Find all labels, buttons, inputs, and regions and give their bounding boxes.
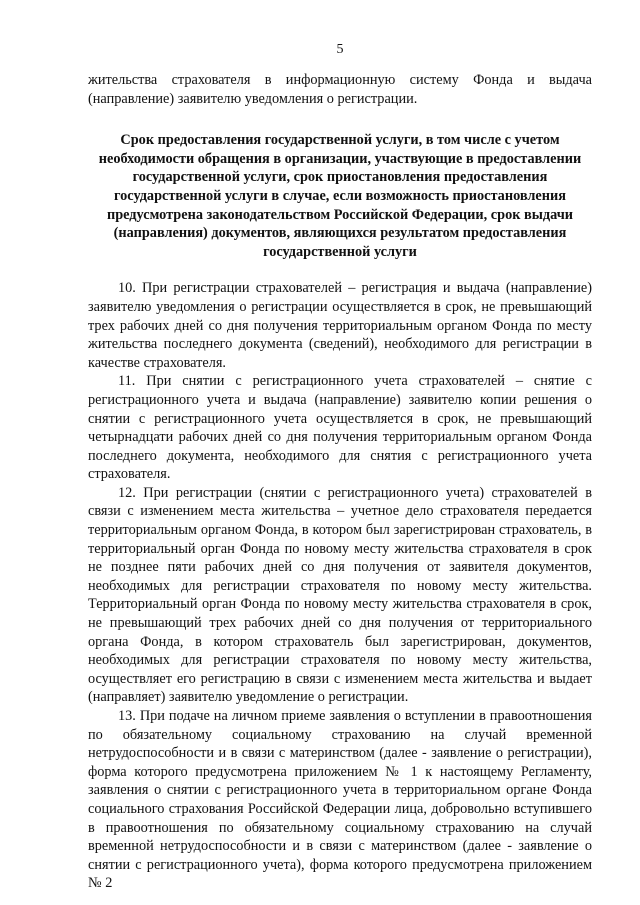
paragraph-10: 10. При регистрации страхователей – регистрация и выдача (направление) заявителю уведомления о регистрации осуществляется в срок, не превышающий трех рабочих дней со дня получения территориальным органом Фонда по месту жительства последнего документа (сведений), необходимого для регистрации в качестве страхователя.: [88, 280, 592, 371]
paragraph-11: 11. При снятии с регистрационного учета страхователей – снятие с регистрационного учета и выдача (направление) заявителю копии решения о снятии с регистрационного учета осуществляется в срок, не превышающий четырнадцати рабочих дней со дня получения территориальным органом Фонда последнего документа, необходимого для снятия с регистрационного учета страхователя.: [88, 373, 592, 483]
paragraph-12: 12. При регистрации (снятии с регистрационного учета) страхователей в связи с изменением места жительства – учетное дело страхователя передается территориальным органом Фонда, в котором был зарегистрирован страхователь, в территориальный орган Фонда по новому месту жительства страхователя в срок не позднее пяти рабочих дней со дня получения от заявителя документов, необходимых для регистрации страхователя по новому месту жительства. Территориальный орган Фонда по новому месту жительства страхователя в срок, не превышающий трех рабочих дней со дня получения от территориального органа Фонда, в котором страхователь был зарегистрирован, документов, необходимых для регистрации страхователя по новому месту жительства, осуществляет его регистрацию в связи с изменением места жительства и выдает (направляет) заявителю уведомление о регистрации.: [88, 484, 592, 706]
page-number: 5: [336, 42, 344, 57]
paragraph-13: 13. При подаче на личном приеме заявления о вступлении в правоотношения по обязательному социальному страхованию на случай временной нетрудоспособности и в связи с материнством (далее - заявление о регистрации), форма которого предусмотрена приложением № 1 к настоящему Регламенту, заявления о снятии с регистрационного учета в территориальном органе Фонда социального страхования Российской Федерации лица, добровольно вступившего в правоотношения по обязательному социальному страхованию на случай временной нетрудоспособности и в связи с материнством (далее - заявление о снятии с регистрационного учета), форма которого предусмотрена приложением № 2: [88, 708, 592, 892]
intro-paragraph: жительства страхователя в информационную систему Фонда и выдача (направление) заявителю уведомления о регистрации.: [88, 72, 592, 107]
section-heading: Срок предоставления государственной услуги, в том числе с учетом необходимости обращения в организации, участвующие в предоставлении государственной услуги, срок приостановления предоставления государственной услуги в случае, если возможность приостановления предусмотрена законодательством Российской Федерации, срок выдачи (направления) документов, являющихся результатом предоставления государственной услуги: [98, 132, 582, 260]
